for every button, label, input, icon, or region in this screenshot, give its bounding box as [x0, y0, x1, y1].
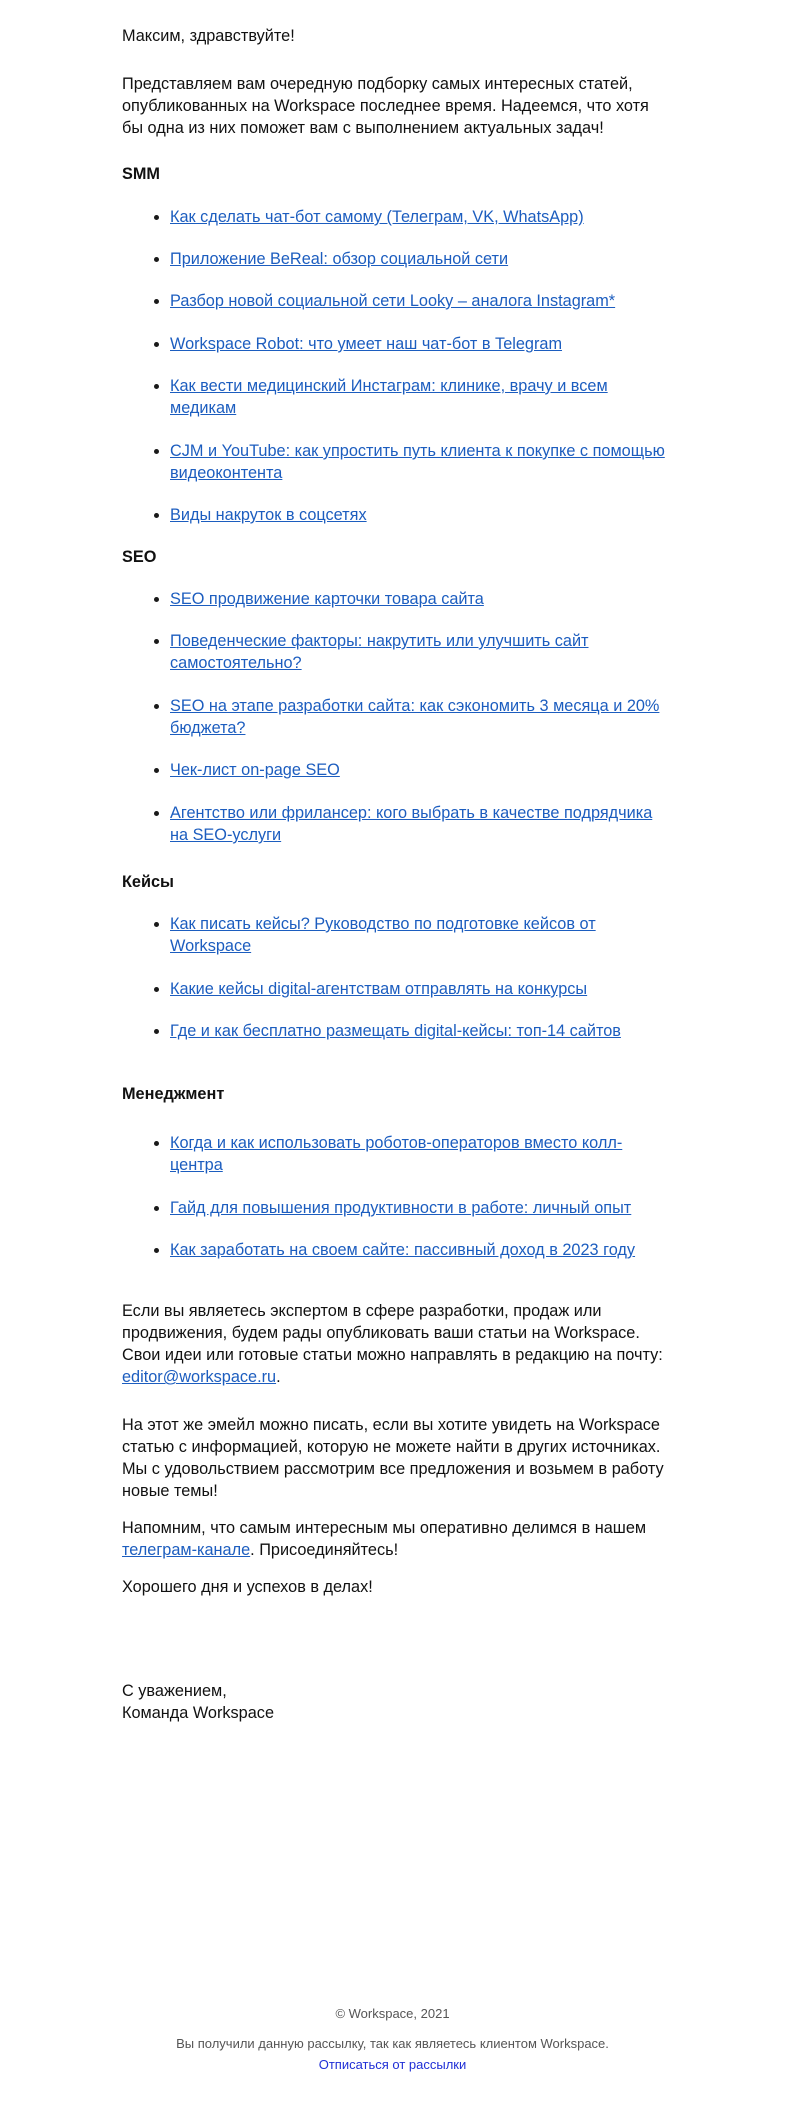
- signoff-line-2: Команда Workspace: [122, 1704, 274, 1722]
- list-item: [170, 913, 610, 957]
- list-item: [170, 802, 665, 846]
- article-link[interactable]: Гайд для повышения продуктивности в работе: личный опыт: [170, 1199, 632, 1217]
- list-item: [170, 588, 665, 610]
- article-link[interactable]: Как писать кейсы? Руководство по подготовке кейсов от Workspace: [170, 915, 596, 955]
- suggest-paragraph: На этот же эмейл можно писать, если вы хотите увидеть на Workspace статью с информацией, которую не можете найти в других источниках. Мы с удовольствием рассмотрим все предложения и возьмем в работу новые темы!: [122, 1416, 664, 1500]
- experts-paragraph: [122, 1300, 667, 1388]
- list-item: [170, 290, 665, 312]
- list-item: [170, 695, 665, 739]
- article-link[interactable]: SEO продвижение карточки товара сайта: [170, 590, 484, 608]
- list-item: [170, 206, 665, 228]
- article-link[interactable]: SEO на этапе разработки сайта: как сэкономить 3 месяца и 20% бюджета?: [170, 697, 660, 737]
- footer-copyright: © Workspace, 2021: [335, 2006, 450, 2021]
- experts-text: Если вы являетесь экспертом в сфере разработки, продаж или продвижения, будем рады опубликовать ваши статьи на Workspace. Свои идеи или готовые статьи можно направлять в редакцию на почту:: [122, 1302, 663, 1364]
- section-title-smm: SMM: [122, 165, 160, 183]
- list-item: [170, 375, 610, 419]
- article-link[interactable]: Какие кейсы digital-агентствам отправлять на конкурсы: [170, 980, 588, 998]
- section-title-seo: SEO: [122, 548, 157, 566]
- article-link[interactable]: Где и как бесплатно размещать digital-кейсы: топ-14 сайтов: [170, 1022, 621, 1040]
- unsubscribe-link[interactable]: Отписаться от рассылки: [318, 2057, 467, 2072]
- footer-unsubscribe: [0, 2055, 785, 2074]
- telegram-after: . Присоединяйтесь!: [250, 1541, 399, 1559]
- footer-note: Вы получили данную рассылку, так как являетесь клиентом Workspace.: [176, 2036, 609, 2051]
- list-item: [170, 978, 665, 1000]
- list-item: [170, 504, 665, 526]
- list-item: [170, 440, 665, 484]
- article-link[interactable]: Workspace Robot: что умеет наш чат-бот в Telegram: [170, 335, 563, 353]
- wish-text: Хорошего дня и успехов в делах!: [122, 1578, 373, 1596]
- article-link[interactable]: Приложение BeReal: обзор социальной сети: [170, 250, 509, 268]
- editor-email-link[interactable]: editor@workspace.ru: [122, 1368, 277, 1386]
- list-item: [170, 248, 665, 270]
- article-link[interactable]: Виды накруток в соцсетях: [170, 506, 367, 524]
- list-item: [170, 630, 610, 674]
- article-link[interactable]: Когда и как использовать роботов-операторов вместо колл-центра: [170, 1134, 623, 1174]
- telegram-channel-link[interactable]: телеграм-канале: [122, 1541, 251, 1559]
- signoff-line-1: С уважением,: [122, 1682, 227, 1700]
- telegram-paragraph: [122, 1517, 667, 1561]
- list-item: [170, 759, 665, 781]
- article-link[interactable]: CJM и YouTube: как упростить путь клиента к покупке с помощью видеоконтента: [170, 442, 665, 482]
- greeting: Максим, здравствуйте!: [122, 27, 295, 45]
- article-link[interactable]: Как вести медицинский Инстаграм: клинике, врачу и всем медикам: [170, 377, 608, 417]
- list-item: [170, 1197, 665, 1219]
- article-link[interactable]: Поведенческие факторы: накрутить или улучшить сайт самостоятельно?: [170, 632, 589, 672]
- article-link[interactable]: Разбор новой социальной сети Looky – аналога Instagram*: [170, 292, 616, 310]
- article-link[interactable]: Чек-лист on-page SEO: [170, 761, 340, 779]
- article-link[interactable]: Как заработать на своем сайте: пассивный доход в 2023 году: [170, 1241, 636, 1259]
- section-title-cases: Кейсы: [122, 873, 174, 891]
- list-item: [170, 333, 665, 355]
- list-item: [170, 1239, 665, 1261]
- list-item: [170, 1020, 665, 1042]
- telegram-before: Напомним, что самым интересным мы оперативно делимся в нашем: [122, 1519, 647, 1537]
- experts-end: .: [276, 1368, 281, 1386]
- intro-paragraph: Представляем вам очередную подборку самых интересных статей, опубликованных на Workspace последнее время. Надеемся, что хотя бы одна из них поможет вам с выполнением актуальных задач!: [122, 75, 649, 137]
- article-link[interactable]: Как сделать чат-бот самому (Телеграм, VK, WhatsApp): [170, 208, 584, 226]
- article-link[interactable]: Агентство или фрилансер: кого выбрать в качестве подрядчика на SEO-услуги: [170, 804, 653, 844]
- list-item: [170, 1132, 630, 1176]
- section-title-management: Менеджмент: [122, 1085, 225, 1103]
